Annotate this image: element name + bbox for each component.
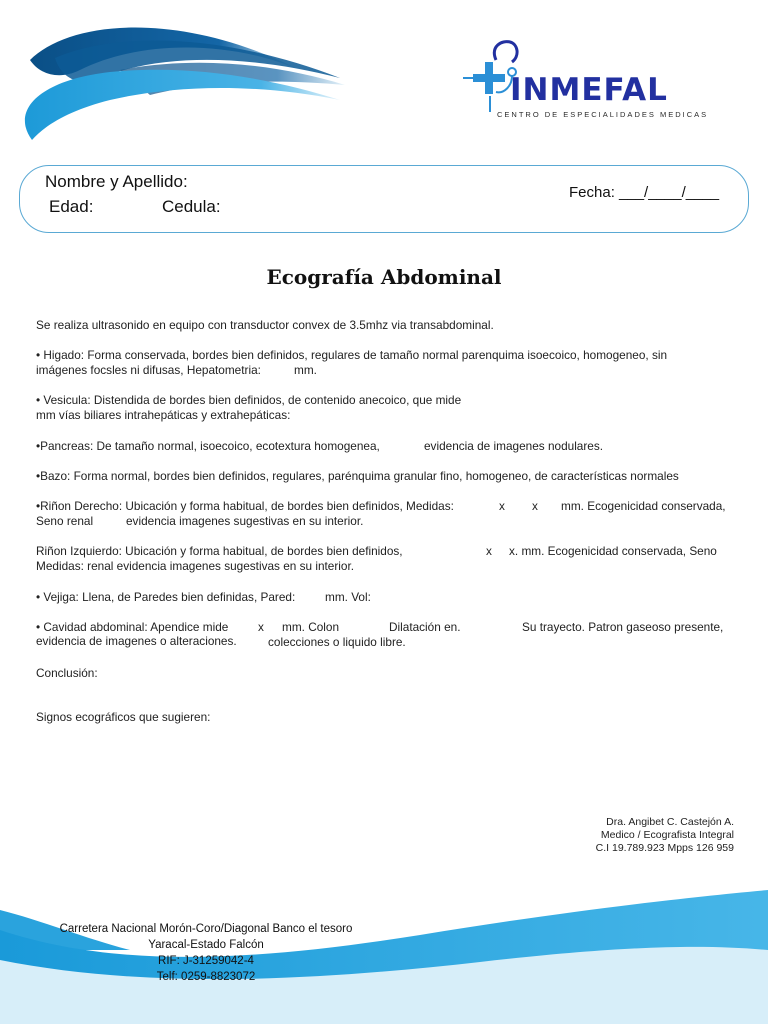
vesicula-line-2: mm vías biliares intrahepáticas y extrahepáticas: [36,408,291,422]
doctor-role: Medico / Ecografista Integral [600,829,734,841]
cavidad-trayecto: Su trayecto. Patron gaseoso presente, [522,620,724,634]
higado-unit: mm. [294,363,317,377]
footer-rif: RIF: J-31259042-4 [158,955,254,967]
intro-text: Se realiza ultrasonido en equipo con transductor convex de 3.5mhz via transabdominal. [36,318,494,332]
rinon-derecho-seno: Seno renal [36,514,94,528]
cavidad-colecciones: colecciones o liquido libre. [268,635,406,649]
rinon-izquierdo-line-1: Riñon Izquierdo: Ubicación y forma habitual, de bordes bien definidos, [36,544,403,558]
rinon-izquierdo-x: x [486,544,492,558]
cavidad-line-1: • Cavidad abdominal: Apendice mide [36,620,229,634]
doctor-name: Dra. Angibet C. Castejón A. [606,816,734,828]
vejiga-line-2: mm. Vol: [325,590,371,604]
rinon-derecho-x2: x [532,499,538,513]
conclusion-label: Conclusión: [36,666,98,680]
report-title: Ecografía Abdominal [266,265,502,289]
vejiga-line: • Vejiga: Llena, de Paredes bien definidas, Pared: [36,590,296,604]
higado-line-1: • Higado: Forma conservada, bordes bien definidos, regulares de tamaño normal parenquima isoecoico, homogeneo, sin [36,348,668,362]
pancreas-line-2: evidencia de imagenes nodulares. [424,439,604,453]
cavidad-colon: mm. Colon [282,620,340,634]
vesicula-line-1: • Vesicula: Distendida de bordes bien definidos, de contenido anecoico, que mide [36,393,462,407]
higado-line-2: imágenes focsles ni difusas, Hepatometria: [36,363,261,377]
date-field: Fecha: ___/____/____ [569,184,720,201]
clinic-logo [460,38,709,128]
footer-address-line-2: Yaracal-Estado Falcón [148,939,264,951]
footer-phone: Telf: 0259-8823072 [156,971,256,983]
logo-brand-name: INMEFAL [510,72,668,108]
logo-tagline: CENTRO DE ESPECIALIDADES MEDICAS [497,110,709,119]
doctor-id: C.I 19.789.923 Mpps 126 959 [595,842,734,854]
pancreas-line-1: •Pancreas: De tamaño normal, isoecoico, ecotextura homogenea, [36,439,380,453]
cavidad-evidencia: evidencia de imagenes o alteraciones. [36,634,237,648]
rinon-derecho-line-3: mm. Ecogenicidad conservada, [561,499,726,513]
rinon-derecho-x1: x [499,499,505,513]
patient-name-label: Nombre y Apellido: [45,172,188,191]
rinon-izquierdo-line-4: Medidas: renal evidencia imagenes sugestivas en su interior. [36,559,355,573]
rinon-izquierdo-line-3: x. mm. Ecogenicidad conservada, Seno [509,544,717,558]
rinon-derecho-line-5: evidencia imagenes sugestivas en su interior. [126,514,364,528]
cavidad-dilatacion: Dilatación en. [389,620,461,634]
rinon-derecho-line-1: •Riñon Derecho: Ubicación y forma habitual, de bordes bien definidos, Medidas: [36,499,454,513]
footer-address-line-1: Carretera Nacional Morón-Coro/Diagonal Banco el tesoro [59,923,353,935]
patient-id-label: Cedula: [162,197,221,216]
patient-age-label: Edad: [49,197,94,216]
header-wave-decoration [0,0,360,150]
footer-wave-decoration [0,880,768,1024]
bazo-line: •Bazo: Forma normal, bordes bien definidos, regulares, parénquima granular fino, homogeneo, de características normales [36,469,679,483]
cavidad-x: x [258,620,264,634]
signos-label: Signos ecográficos que sugieren: [36,710,211,724]
